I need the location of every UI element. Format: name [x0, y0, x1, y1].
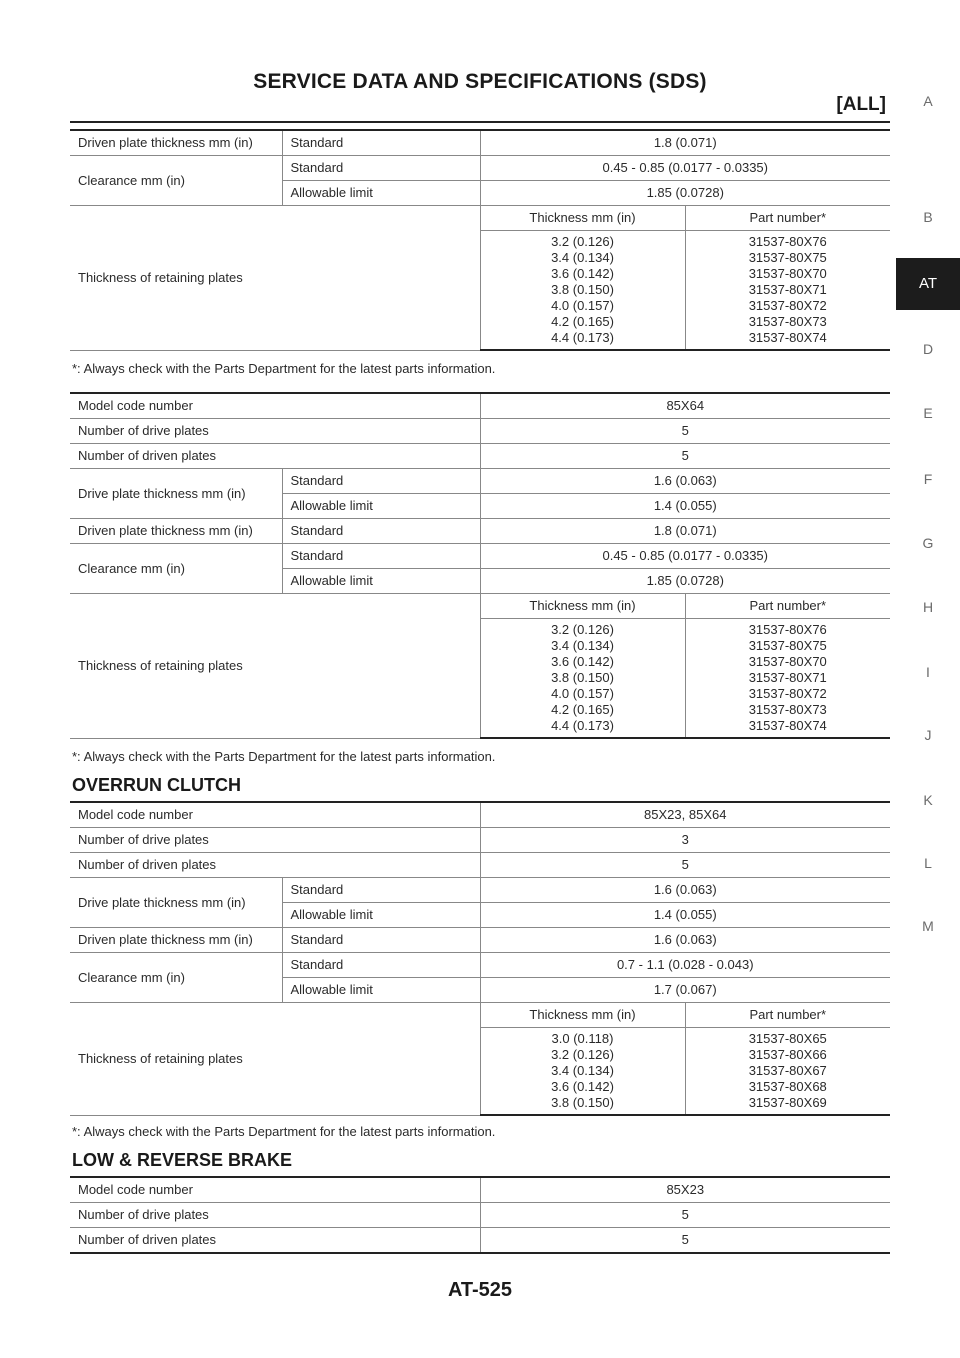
row-sublabel: Allowable limit — [282, 903, 480, 928]
row-sublabel: Standard — [282, 156, 480, 181]
column-header: Part number* — [685, 594, 890, 619]
row-value: 1.6 (0.063) — [480, 469, 890, 494]
row-label: Driven plate thickness mm (in) — [70, 928, 282, 953]
row-label: Model code number — [70, 393, 480, 419]
row-label: Number of driven plates — [70, 444, 480, 469]
spec-table-low-reverse-brake — [70, 1176, 890, 1254]
column-header: Thickness mm (in) — [480, 206, 685, 231]
column-header: Part number* — [685, 1003, 890, 1028]
table-row — [70, 1203, 890, 1228]
row-value: 85X64 — [480, 393, 890, 419]
row-sublabel: Allowable limit — [282, 978, 480, 1003]
table-row — [70, 1228, 890, 1254]
section-heading-overrun-clutch: OVERRUN CLUTCH — [72, 775, 241, 795]
part-number-list: 31537-80X76 31537-80X75 31537-80X70 31537-80X71 31537-80X72 31537-80X73 31537-80X74 — [685, 231, 890, 351]
row-value: 1.4 (0.055) — [480, 903, 890, 928]
table-row — [70, 206, 890, 231]
row-label: Number of drive plates — [70, 419, 480, 444]
side-index-g[interactable]: G — [922, 535, 934, 551]
row-value: 1.4 (0.055) — [480, 494, 890, 519]
column-header: Part number* — [685, 206, 890, 231]
table-row — [70, 544, 890, 569]
row-label: Drive plate thickness mm (in) — [70, 469, 282, 519]
row-value: 5 — [480, 419, 890, 444]
spec-table-overrun-clutch — [70, 801, 890, 1116]
row-label: Driven plate thickness mm (in) — [70, 519, 282, 544]
row-value: 85X23, 85X64 — [480, 802, 890, 828]
row-label: Clearance mm (in) — [70, 953, 282, 1003]
side-index-m[interactable]: M — [922, 918, 934, 934]
row-sublabel: Standard — [282, 519, 480, 544]
row-value: 1.6 (0.063) — [480, 928, 890, 953]
row-label: Number of driven plates — [70, 853, 480, 878]
spec-table-85x64 — [70, 392, 890, 739]
page-subtitle: [ALL] — [836, 94, 886, 115]
section-heading-low-reverse-brake: LOW & REVERSE BRAKE — [72, 1150, 293, 1170]
row-label: Driven plate thickness mm (in) — [70, 130, 282, 156]
row-sublabel: Standard — [282, 878, 480, 903]
row-sublabel: Standard — [282, 469, 480, 494]
thickness-list: 3.2 (0.126) 3.4 (0.134) 3.6 (0.142) 3.8 (0.150) 4.0 (0.157) 4.2 (0.165) 4.4 (0.173) — [480, 619, 685, 739]
row-value: 3 — [480, 828, 890, 853]
row-value: 85X23 — [480, 1177, 890, 1203]
row-value: 5 — [480, 853, 890, 878]
table-row — [70, 519, 890, 544]
side-index-f[interactable]: F — [923, 471, 933, 487]
row-sublabel: Standard — [282, 953, 480, 978]
side-index-b[interactable]: B — [923, 209, 933, 225]
footnote: *: Always check with the Parts Department for the latest parts information. — [72, 361, 496, 376]
page-number: AT-525 — [447, 1279, 513, 1301]
row-sublabel: Standard — [282, 544, 480, 569]
side-index-d[interactable]: D — [922, 341, 934, 357]
table-row — [70, 444, 890, 469]
row-value: 5 — [480, 1228, 890, 1254]
table-row — [70, 594, 890, 619]
side-index-a[interactable]: A — [923, 93, 933, 109]
table-row — [70, 878, 890, 903]
side-index-i[interactable]: I — [926, 664, 930, 680]
table-row — [70, 156, 890, 181]
table-row — [70, 928, 890, 953]
spec-table-continued — [70, 129, 890, 351]
thickness-list: 3.2 (0.126) 3.4 (0.134) 3.6 (0.142) 3.8 (0.150) 4.0 (0.157) 4.2 (0.165) 4.4 (0.173) — [480, 231, 685, 351]
row-label: Drive plate thickness mm (in) — [70, 878, 282, 928]
table-row — [70, 802, 890, 828]
table-row — [70, 393, 890, 419]
column-header: Thickness mm (in) — [480, 594, 685, 619]
part-number-list: 31537-80X76 31537-80X75 31537-80X70 31537-80X71 31537-80X72 31537-80X73 31537-80X74 — [685, 619, 890, 739]
row-label: Model code number — [70, 1177, 480, 1203]
row-value: 1.85 (0.0728) — [480, 181, 890, 206]
footnote: *: Always check with the Parts Department for the latest parts information. — [72, 749, 496, 764]
row-value: 1.8 (0.071) — [480, 130, 890, 156]
row-value: 5 — [480, 444, 890, 469]
side-index-j[interactable]: J — [924, 727, 932, 743]
part-number-list: 31537-80X65 31537-80X66 31537-80X67 31537-80X68 31537-80X69 — [685, 1028, 890, 1116]
row-label: Number of drive plates — [70, 828, 480, 853]
row-label: Number of driven plates — [70, 1228, 480, 1254]
row-sublabel: Allowable limit — [282, 181, 480, 206]
row-value: 0.45 - 0.85 (0.0177 - 0.0335) — [480, 544, 890, 569]
row-value: 1.8 (0.071) — [480, 519, 890, 544]
table-row — [70, 469, 890, 494]
row-label: Thickness of retaining plates — [70, 206, 480, 351]
row-value: 1.7 (0.067) — [480, 978, 890, 1003]
side-index-k[interactable]: K — [923, 792, 933, 808]
side-index — [896, 0, 960, 1358]
row-value: 1.85 (0.0728) — [480, 569, 890, 594]
row-sublabel: Allowable limit — [282, 569, 480, 594]
row-label: Model code number — [70, 802, 480, 828]
footnote: *: Always check with the Parts Department for the latest parts information. — [72, 1124, 496, 1139]
row-label: Clearance mm (in) — [70, 544, 282, 594]
row-value: 1.6 (0.063) — [480, 878, 890, 903]
row-label: Clearance mm (in) — [70, 156, 282, 206]
table-row — [70, 419, 890, 444]
page-title: SERVICE DATA AND SPECIFICATIONS (SDS) — [253, 70, 707, 93]
table-row — [70, 1177, 890, 1203]
side-index-at[interactable]: AT — [896, 258, 960, 310]
thickness-list: 3.0 (0.118) 3.2 (0.126) 3.4 (0.134) 3.6 (0.142) 3.8 (0.150) — [480, 1028, 685, 1116]
table-row — [70, 953, 890, 978]
row-value: 0.45 - 0.85 (0.0177 - 0.0335) — [480, 156, 890, 181]
row-sublabel: Allowable limit — [282, 494, 480, 519]
row-sublabel: Standard — [282, 130, 480, 156]
header-rule — [70, 121, 890, 123]
row-label: Thickness of retaining plates — [70, 594, 480, 739]
table-row — [70, 1003, 890, 1028]
table-row — [70, 828, 890, 853]
row-label: Thickness of retaining plates — [70, 1003, 480, 1116]
row-value: 0.7 - 1.1 (0.028 - 0.043) — [480, 953, 890, 978]
column-header: Thickness mm (in) — [480, 1003, 685, 1028]
row-sublabel: Standard — [282, 928, 480, 953]
side-index-e[interactable]: E — [923, 405, 933, 421]
side-index-l[interactable]: L — [924, 855, 932, 871]
table-row — [70, 853, 890, 878]
row-value: 5 — [480, 1203, 890, 1228]
row-label: Number of drive plates — [70, 1203, 480, 1228]
side-index-h[interactable]: H — [922, 599, 934, 615]
table-row — [70, 130, 890, 156]
